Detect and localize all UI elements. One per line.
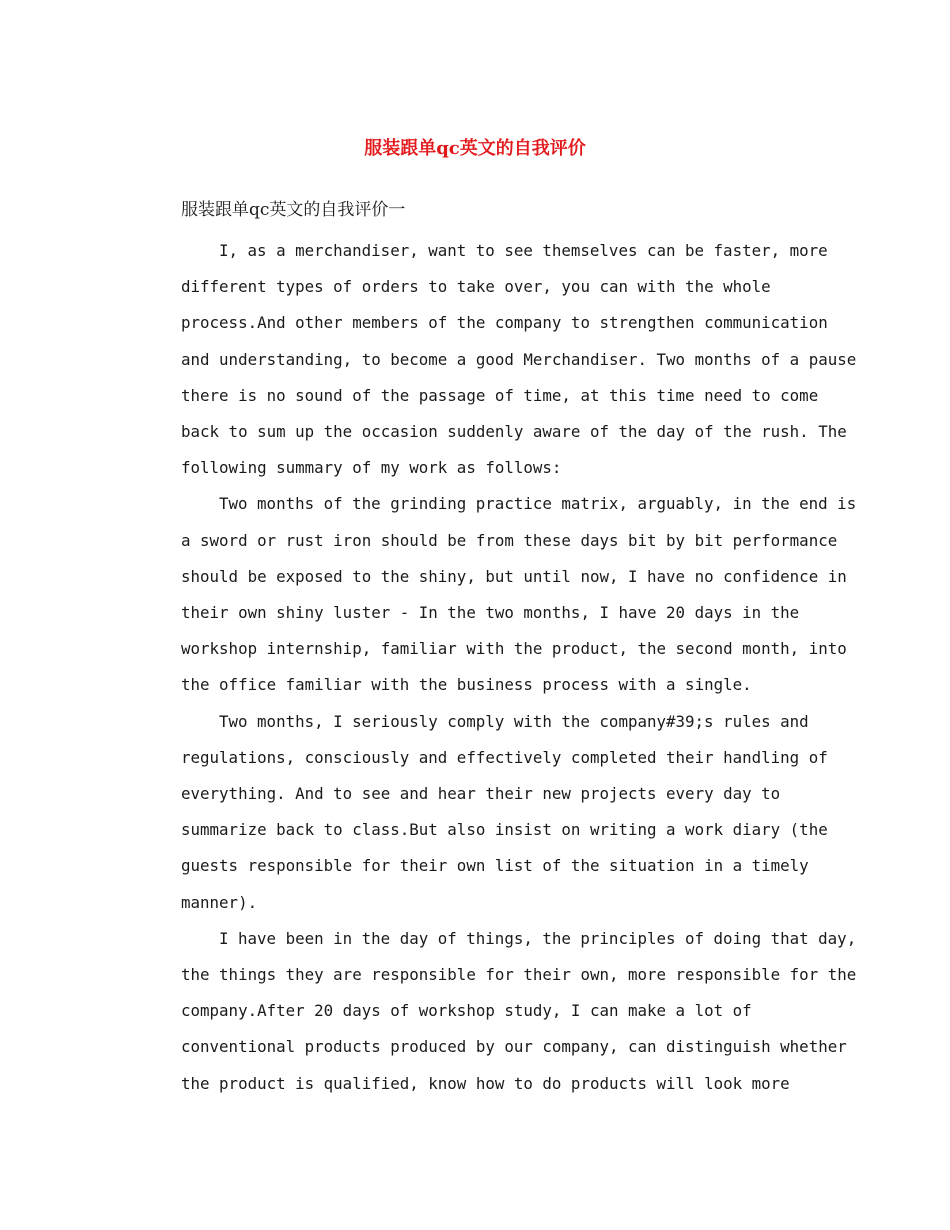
text-line: conventional products produced by our company, can distinguish whether — [181, 1037, 847, 1057]
paragraph-2 — [143, 486, 857, 703]
text-line: workshop internship, familiar with the product, the second month, into — [181, 639, 847, 659]
text-line: the office familiar with the business process with a single. — [181, 675, 752, 695]
text-line: different types of orders to take over, you can with the whole — [181, 277, 771, 297]
text-line: manner). — [181, 892, 258, 912]
paragraph-3 — [143, 704, 828, 921]
text-line: the product is qualified, know how to do products will look more — [181, 1073, 790, 1093]
text-line: company.After 20 days of workshop study, I can make a lot of — [181, 1001, 752, 1021]
text-line: Two months of the grinding practice matrix, arguably, in the end is — [219, 494, 857, 514]
text-line: summarize back to class.But also insist on writing a work diary (the — [181, 820, 828, 840]
text-line: I have been in the day of things, the principles of doing that day, — [219, 928, 857, 948]
text-line: I, as a merchandiser, want to see themselves can be faster, more — [219, 241, 828, 260]
text-line: there is no sound of the passage of time, at this time need to come — [181, 385, 819, 405]
text-line: should be exposed to the shiny, but until now, I have no confidence in — [181, 566, 847, 586]
document-body — [143, 197, 857, 1102]
text-line: a sword or rust iron should be from these days bit by bit performance — [181, 530, 838, 550]
text-line: their own shiny luster - In the two months, I have 20 days in the — [181, 603, 800, 623]
section-heading: 服装跟单qc英文的自我评价一 — [181, 200, 406, 220]
text-line: Two months, I seriously comply with the company#39;s rules and — [219, 711, 809, 731]
text-line: everything. And to see and hear their new projects every day to — [181, 784, 781, 804]
text-line: process.And other members of the company to strengthen communication — [181, 313, 828, 333]
text-line: following summary of my work as follows: — [181, 458, 562, 478]
text-line: and understanding, to become a good Merchandiser. Two months of a pause — [181, 349, 857, 369]
text-line: back to sum up the occasion suddenly aware of the day of the rush. The — [181, 422, 847, 442]
text-line: the things they are responsible for their own, more responsible for the — [181, 965, 857, 985]
text-line: regulations, consciously and effectively completed their handling of — [181, 747, 828, 767]
document-title: 服装跟单qc英文的自我评价 — [364, 138, 586, 159]
paragraph-1 — [143, 233, 857, 486]
text-line: guests responsible for their own list of the situation in a timely — [181, 856, 809, 876]
paragraph-4 — [143, 921, 857, 1102]
